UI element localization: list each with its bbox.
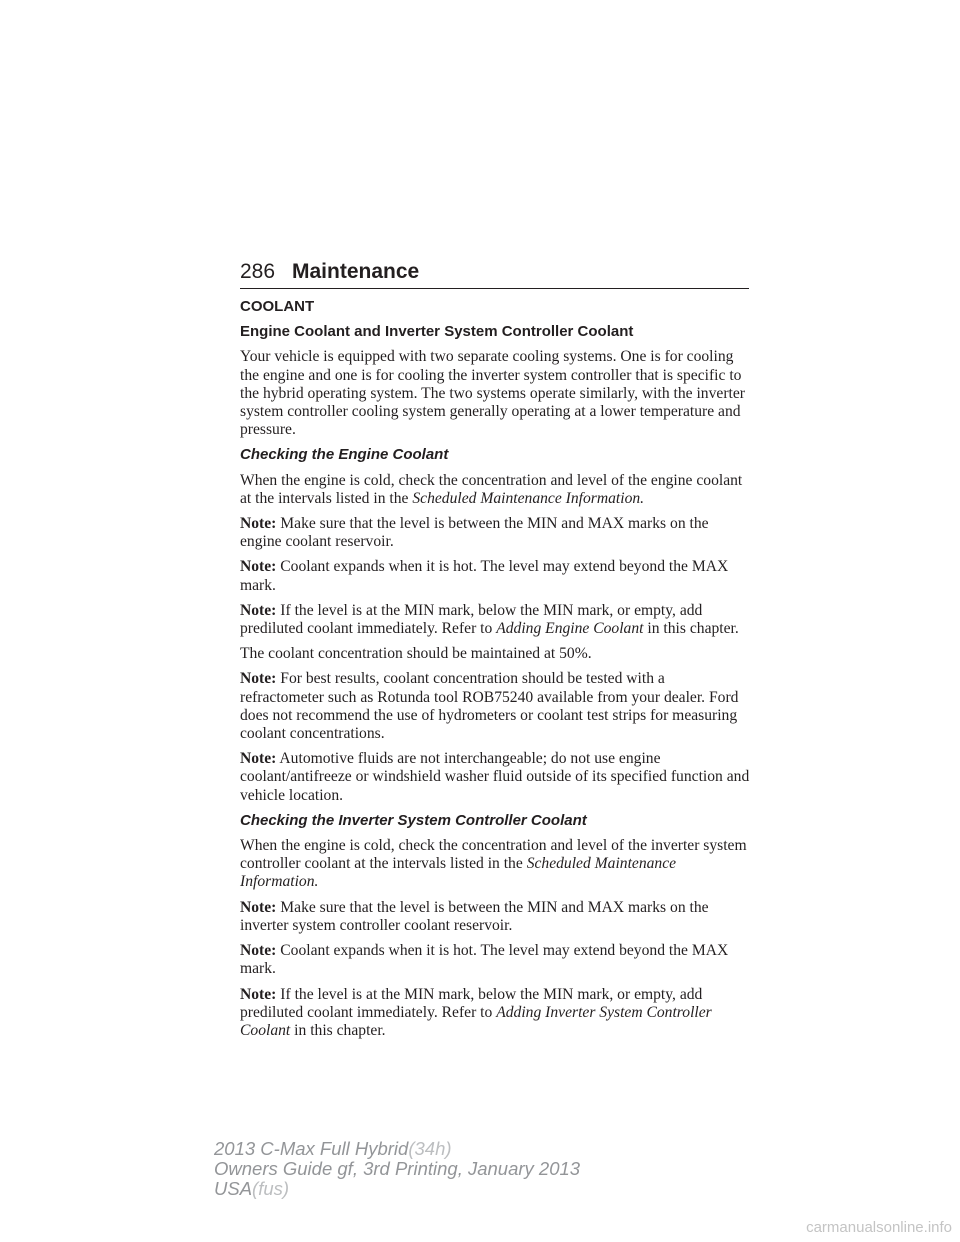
page-header (240, 258, 749, 289)
footer-market-line: USA(fus) (214, 1178, 290, 1199)
engine-note-5: Note: Automotive fluids are not interchangeable; do not use engine coolant/antifreeze or windshield washer fluid outside of its specified function and vehicle location. (240, 750, 750, 804)
inverter-note-2: Note: Coolant expands when it is hot. The level may extend beyond the MAX mark. (240, 942, 729, 978)
engine-coolant-heading: Checking the Engine Coolant (240, 446, 449, 464)
footer-guide-line: Owners Guide gf, 3rd Printing, January 2013 (214, 1158, 581, 1179)
note-label: Note: (240, 750, 277, 768)
inverter-note-3: Note: If the level is at the MIN mark, below the MIN mark, or empty, add prediluted coolant immediately. Refer to Adding Inverter System Controller Coolant in this chapter. (240, 985, 712, 1039)
subsection-title: Engine Coolant and Inverter System Controller Coolant (240, 323, 634, 341)
adding-inverter-coolant-ref: Adding Inverter System Controller Coolant (240, 1003, 712, 1039)
watermark: carmanualsonline.info (806, 1219, 952, 1236)
intro-paragraph: Your vehicle is equipped with two separate cooling systems. One is for cooling the engine and one is for cooling the inverter system controller that is specific to the hybrid operating system. The two systems operate similarly, with the inverter system controller cooling system generally operating at a lower temperature and pressure. (240, 348, 745, 439)
adding-engine-coolant-ref: Adding Engine Coolant (496, 620, 644, 638)
section-title: COOLANT (240, 298, 315, 315)
chapter-title: Maintenance (292, 260, 420, 283)
scheduled-maintenance-ref: Scheduled Maintenance Information. (412, 489, 645, 507)
engine-check-paragraph: When the engine is cold, check the concentration and level of the engine coolant at the intervals listed in the Scheduled Maintenance Information. (240, 471, 743, 507)
inverter-coolant-heading: Checking the Inverter System Controller Coolant (240, 811, 587, 829)
engine-note-3: Note: If the level is at the MIN mark, below the MIN mark, or empty, add prediluted coolant immediately. Refer to Adding Engine Coolant in this chapter. (240, 601, 739, 638)
engine-note-4: Note: For best results, coolant concentration should be tested with a refractometer such as Rotunda tool ROB75240 available from your dealer. Ford does not recommend the use of hydrometers or coolant test strips for measuring coolant concentrations. (240, 670, 739, 743)
footer-model-line: 2013 C-Max Full Hybrid(34h) (214, 1138, 452, 1159)
inverter-note-1: Note: Make sure that the level is between the MIN and MAX marks on the inverter system controller coolant reservoir. (240, 898, 709, 934)
scheduled-maintenance-ref: Scheduled Maintenance Information. (240, 855, 677, 891)
note-label: Note: (240, 670, 277, 688)
page-number: 286 (240, 260, 276, 283)
engine-note-2: Note: Coolant expands when it is hot. The level may extend beyond the MAX mark. (240, 558, 729, 594)
page-content (240, 298, 752, 1047)
inverter-check-paragraph: When the engine is cold, check the concentration and level of the inverter system controller coolant at the intervals listed in the Scheduled Maintenance Information. (240, 837, 747, 891)
note-label: Note: (240, 898, 277, 916)
note-label: Note: (240, 601, 277, 619)
note-label: Note: (240, 558, 277, 576)
concentration-paragraph: The coolant concentration should be maintained at 50%. (240, 645, 592, 663)
note-label: Note: (240, 985, 277, 1003)
note-label: Note: (240, 515, 277, 533)
page-footer (214, 1139, 580, 1199)
note-label: Note: (240, 942, 277, 960)
engine-note-1: Note: Make sure that the level is between the MIN and MAX marks on the engine coolant reservoir. (240, 515, 709, 551)
